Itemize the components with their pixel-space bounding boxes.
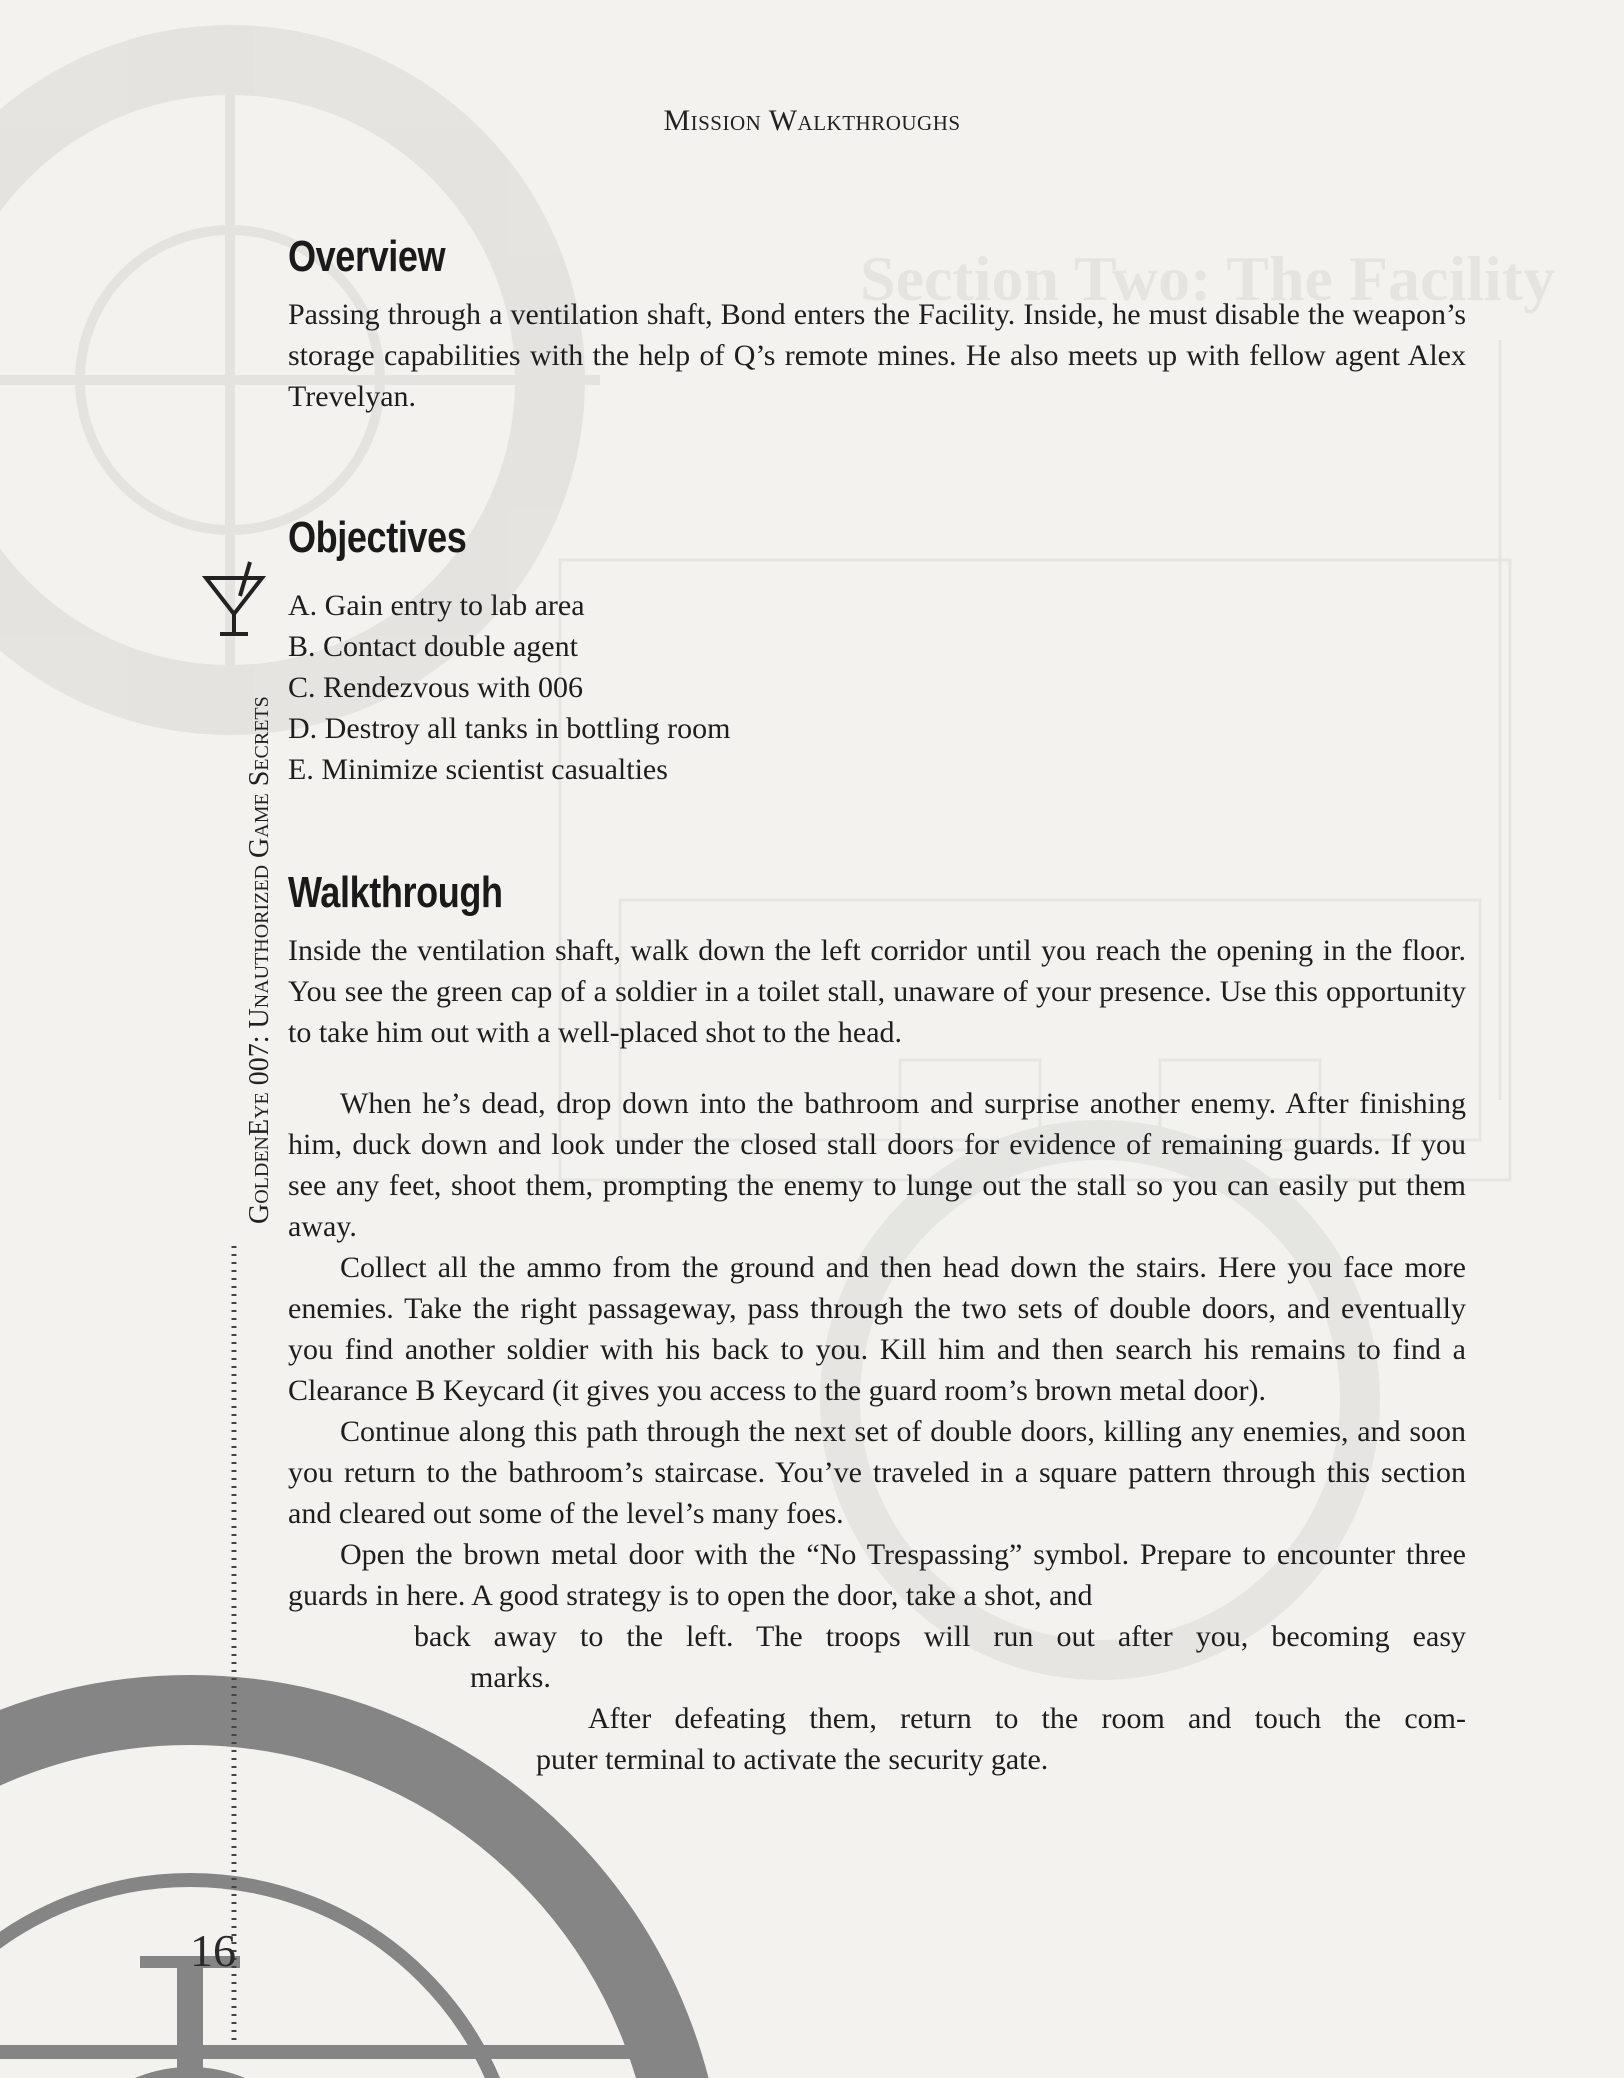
objective-item: A. Gain entry to lab area (288, 589, 585, 622)
overview-text: Passing through a ventilation shaft, Bond enters the Facility. Inside, he must disable the weapon’s storage capabilities with the help of Q’s remote mines. He also meets up with fellow agent Alex Trevelyan. (288, 298, 1466, 413)
walkthrough-paragraph: Inside the ventilation shaft, walk down the left corridor until you reach the opening in the floor. You see the green cap of a soldier in a toilet stall, unaware of your presence. Use this opportunity to take him out with a well-placed shot to the head. (288, 934, 1466, 1049)
walkthrough-line: marks. (470, 1661, 551, 1694)
objective-item: D. Destroy all tanks in bottling room (288, 712, 731, 745)
running-head: Mission Walkthroughs (663, 104, 961, 137)
walkthrough-line: back away to the left. The troops will run out after you, becoming easy (414, 1620, 1466, 1653)
walkthrough-paragraph: When he’s dead, drop down into the bathroom and surprise another enemy. After finishing him, duck down and look under the closed stall doors for evidence of remaining guards. If you see any feet, shoot them, prompting the enemy to lunge out the stall so you can easily put them away. (288, 1087, 1466, 1243)
walkthrough-paragraph: Collect all the ammo from the ground and then head down the stairs. Here you face more enemies. Take the right passageway, pass through the two sets of double doors, and eventually you find another soldier with his back to you. Kill him and then search his remains to find a Clearance B Keycard (it gives you access to the guard room’s brown metal door). (288, 1251, 1466, 1407)
overview-heading: Overview (288, 232, 446, 281)
objective-item: B. Contact double agent (288, 630, 578, 663)
walkthrough-line: After defeating them, return to the room and touch the com- (588, 1702, 1466, 1735)
walkthrough-heading: Walkthrough (288, 868, 503, 917)
bleed-through-heading: Section Two: The Facility (860, 243, 1556, 314)
walkthrough-paragraph: Open the brown metal door with the “No Trespassing” symbol. Prepare to encounter three guards in here. A good strategy is to open the door, take a shot, and (288, 1538, 1466, 1612)
side-book-title: GoldenEye 007: Unauthorized Game Secrets (244, 696, 275, 1224)
objectives-list (288, 585, 1466, 790)
main-content (288, 232, 1466, 1780)
walkthrough-line: puter terminal to activate the security gate. (536, 1743, 1049, 1776)
objectives-heading: Objectives (288, 513, 467, 562)
walkthrough-paragraph: Continue along this path through the next set of double doors, killing any enemies, and soon you return to the bathroom’s staircase. You’ve traveled in a square pattern through this section and cleared out some of the level’s many foes. (288, 1415, 1466, 1530)
objective-item: E. Minimize scientist casualties (288, 753, 668, 786)
page-number: 16 (190, 1925, 236, 1976)
objective-item: C. Rendezvous with 006 (288, 671, 583, 704)
